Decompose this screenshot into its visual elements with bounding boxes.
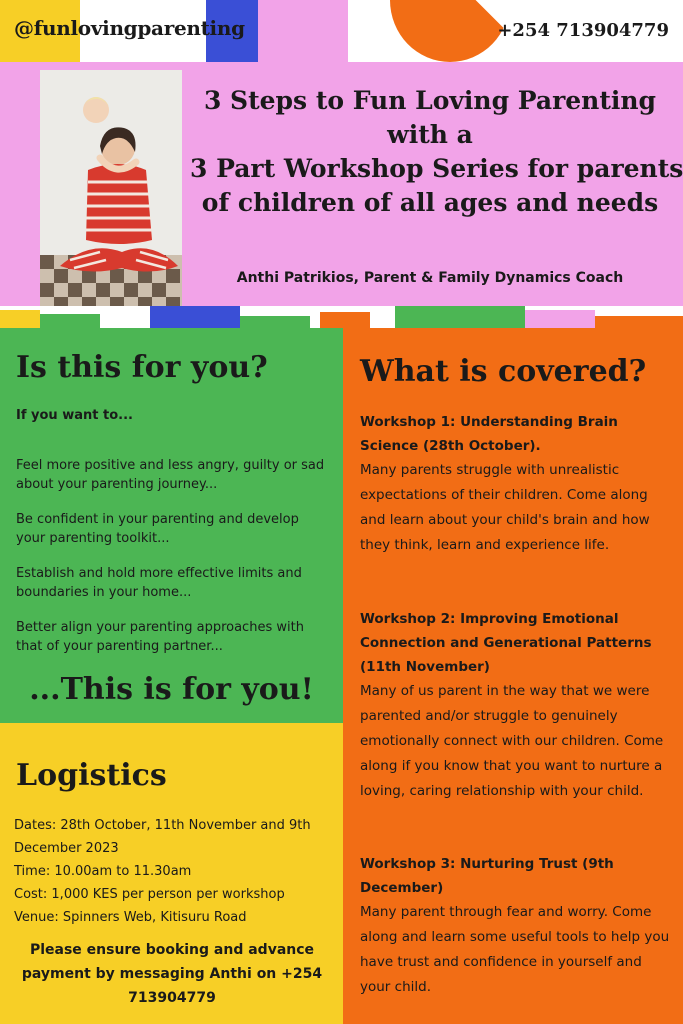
workshop-title: Workshop 3: Nurturing Trust (9th December) — [360, 856, 614, 896]
logistics-cost: Cost: 1,000 KES per person per workshop — [14, 887, 285, 902]
logistics-details — [14, 814, 339, 929]
for-you-heading: Is this for you? — [16, 350, 268, 385]
workshop-1 — [360, 410, 676, 558]
list-item: Be confident in your parenting and develop your parenting toolkit... — [16, 512, 299, 546]
decor-orange-shape — [320, 312, 370, 328]
decor-orange-shape — [595, 316, 683, 328]
title-line: 3 Part Workshop Series for parents — [190, 154, 683, 183]
workshop-title: Workshop 2: Improving Emotional Connection and Generational Patterns (11th November) — [360, 611, 652, 675]
decor-yellow-shape — [0, 310, 40, 328]
list-item: Feel more positive and less angry, guilty or sad about your parenting journey... — [16, 458, 325, 492]
decor-green-shape — [40, 314, 100, 328]
phone-number-top: +254 713904779 — [497, 20, 669, 41]
list-item: Better align your parenting approaches with that of your parenting partner... — [16, 620, 304, 654]
list-item: Establish and hold more effective limits and boundaries in your home... — [16, 566, 302, 600]
workshop-description: Many parent through fear and worry. Come along and learn some useful tools to help you have trust and confidence in yourself and your child. — [360, 904, 670, 995]
logistics-venue: Venue: Spinners Web, Kitisuru Road — [14, 910, 247, 925]
logistics-time: Time: 10.00am to 11.30am — [14, 864, 192, 879]
coach-name: Anthi Patrikios, Parent & Family Dynamics Coach — [236, 270, 624, 286]
decor-pink-shape — [525, 310, 595, 328]
workshop-2 — [360, 607, 676, 804]
logistics-heading: Logistics — [16, 758, 167, 793]
workshop-3 — [360, 852, 676, 1000]
workshop-title — [190, 84, 683, 220]
decor-green-shape — [395, 306, 525, 328]
workshop-description: Many of us parent in the way that we were parented and/or struggle to genuinely emotionally connect with our children. Come along if you know that you want to nurture a loving, caring relationship with your child. — [360, 683, 664, 799]
social-handle: @funlovingparenting — [14, 16, 245, 40]
booking-note: Please ensure booking and advance payment by messaging Anthi on +254 713904779 — [21, 942, 323, 1006]
for-you-intro: If you want to... — [16, 408, 133, 423]
covered-heading: What is covered? — [360, 354, 647, 389]
decor-blue-shape — [150, 306, 240, 328]
decor-pink-blob — [258, 0, 348, 62]
family-photo — [40, 70, 182, 312]
decor-green-shape — [240, 316, 310, 328]
for-you-closing: ...This is for you! — [29, 672, 314, 707]
photo-illustration — [40, 70, 182, 312]
separator-strip — [0, 306, 683, 328]
workshop-title: Workshop 1: Understanding Brain Science (28th October). — [360, 414, 618, 454]
logistics-dates: Dates: 28th October, 11th November and 9th December 2023 — [14, 818, 311, 856]
workshop-description: Many parents struggle with unrealistic expectations of their children. Come along and learn about your child's brain and how they think, learn and experience life. — [360, 462, 650, 553]
title-line: of children of all ages and needs — [201, 188, 659, 217]
title-line: 3 Steps to Fun Loving Parenting — [203, 86, 657, 115]
title-line: with a — [387, 120, 473, 149]
